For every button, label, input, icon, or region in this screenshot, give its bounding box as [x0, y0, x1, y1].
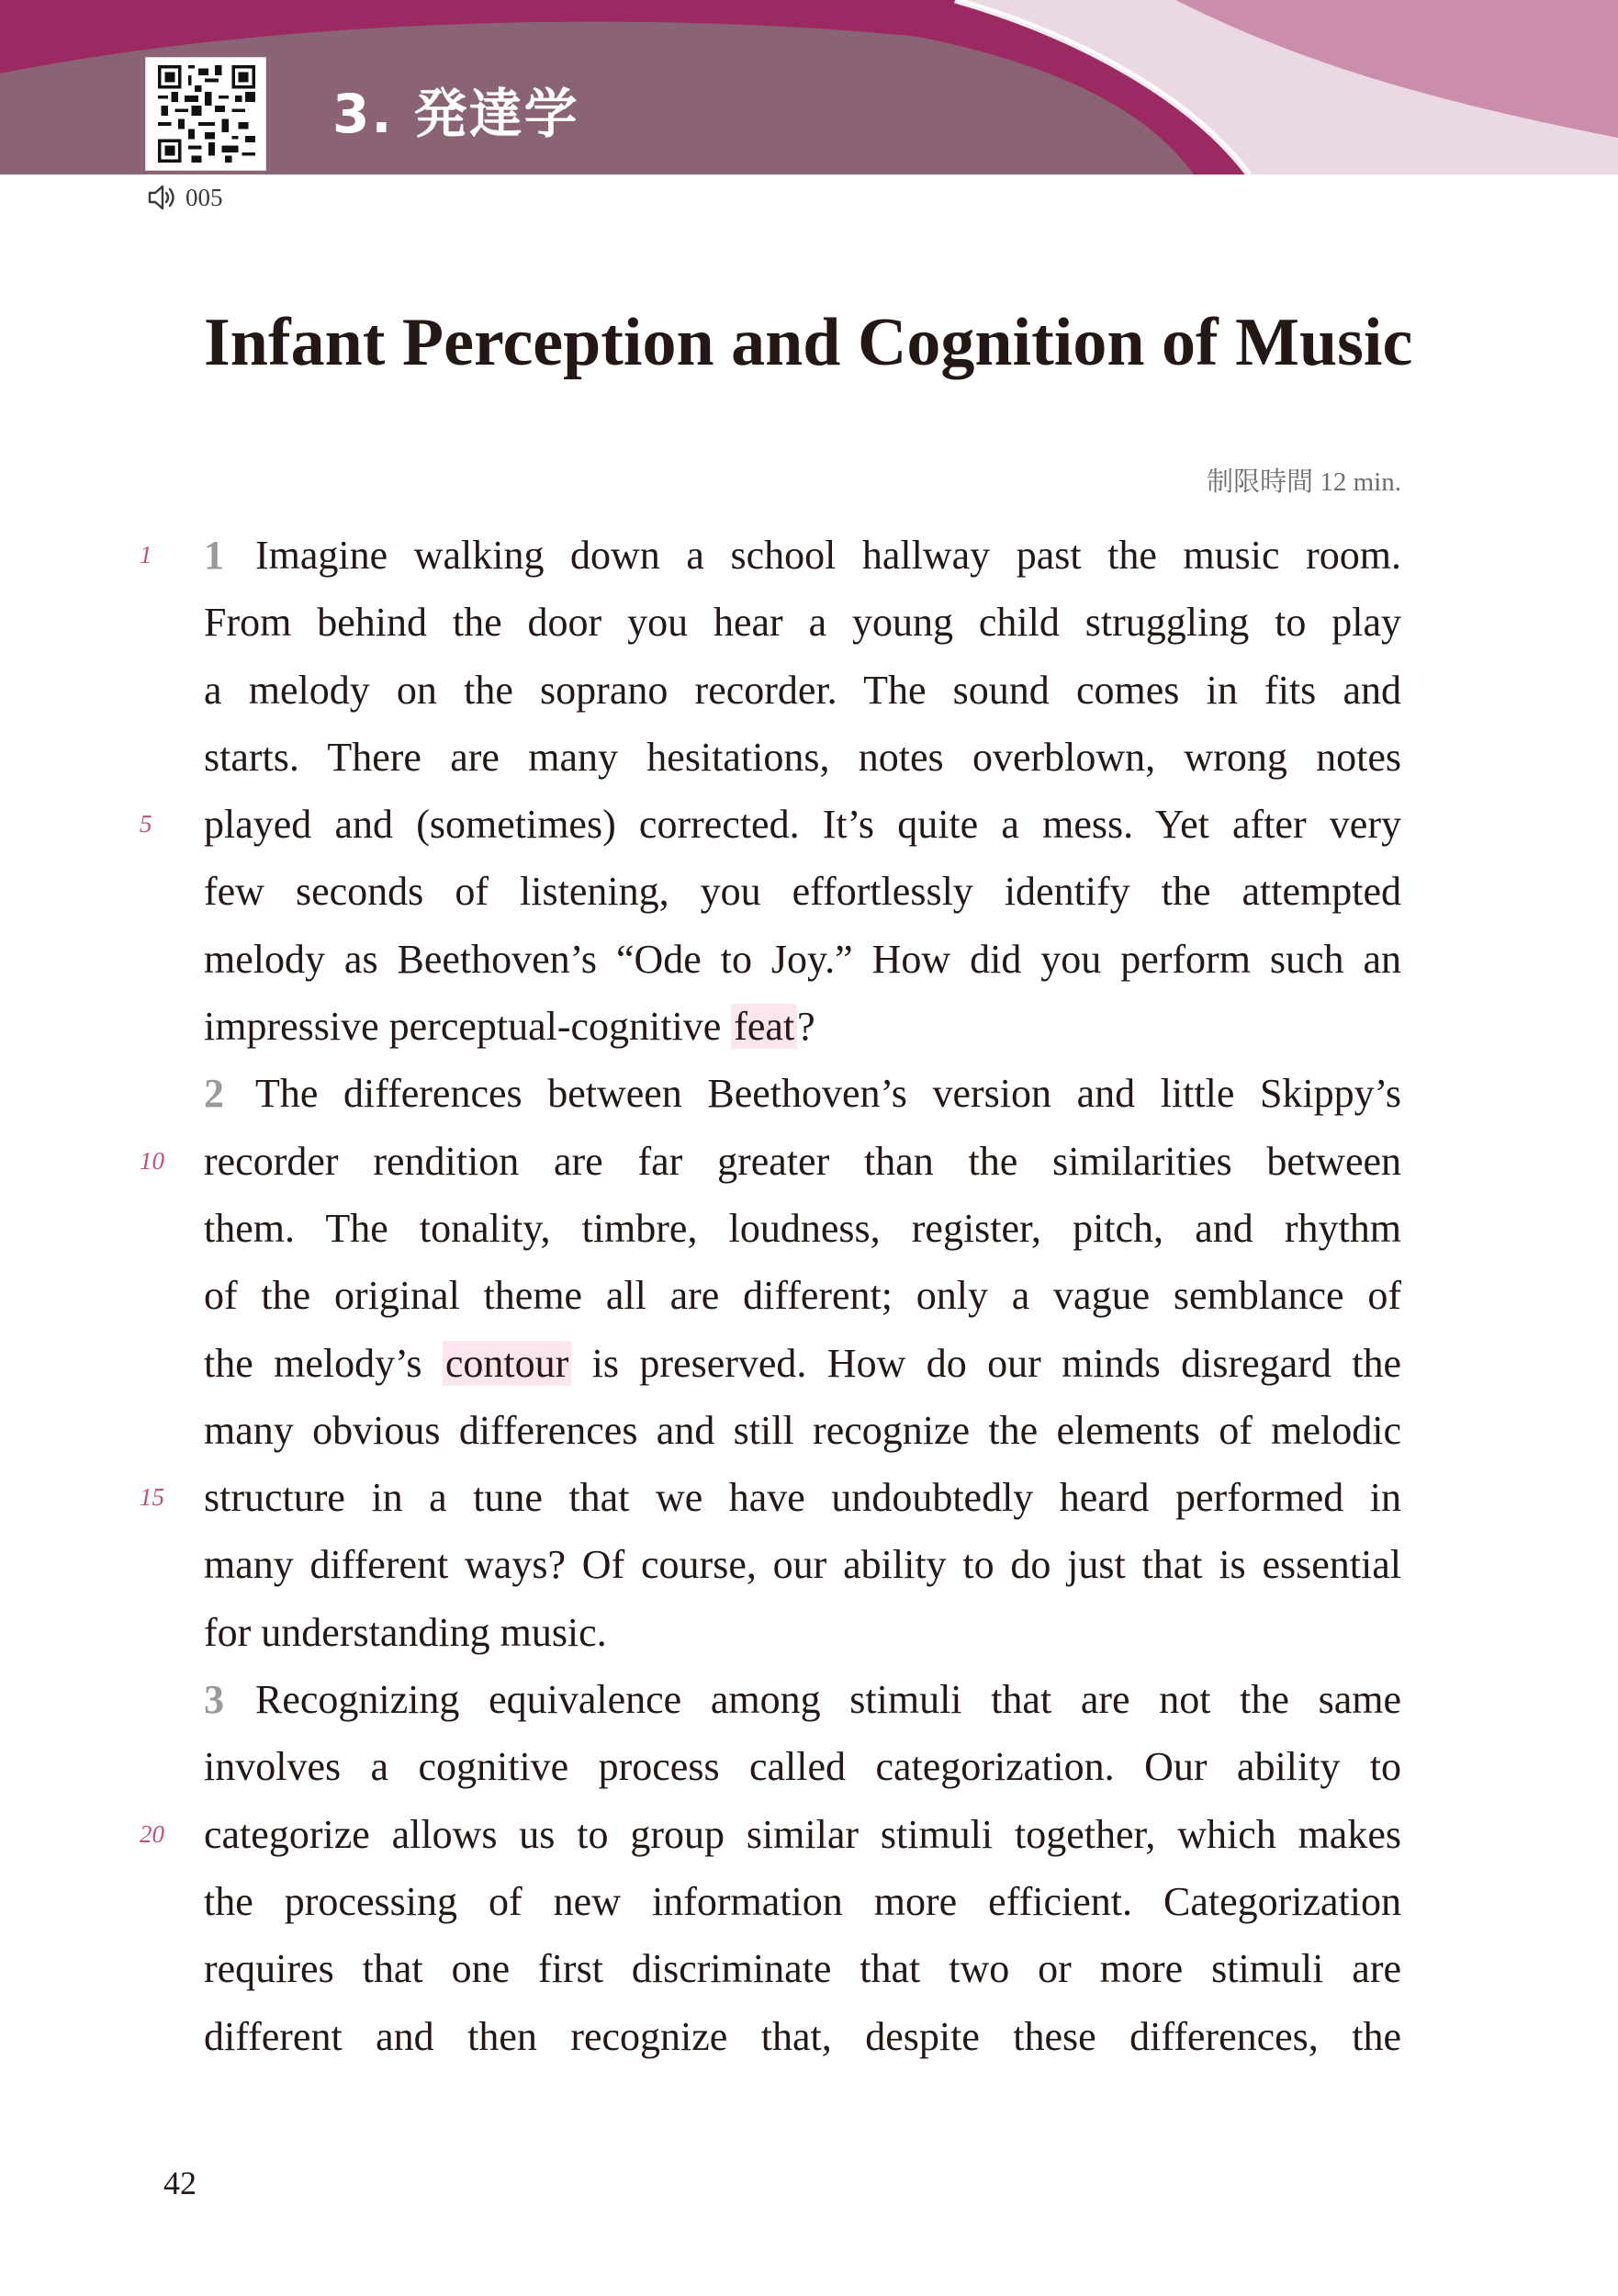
- text-line: [204, 1195, 1401, 1262]
- line-number: 20: [140, 1819, 164, 1848]
- qr-code-icon[interactable]: [145, 57, 266, 171]
- text-segment: played and (sometimes) corrected. It’s quite a mess. Yet after very: [204, 802, 1401, 848]
- line-number: 10: [140, 1146, 164, 1175]
- line-number: 1: [140, 541, 152, 568]
- text-line: [204, 1733, 1401, 1800]
- highlighted-word: contour: [443, 1341, 571, 1386]
- text-segment: categorize allows us to group similar stimuli together, which makes: [204, 1811, 1401, 1857]
- article-body: [140, 522, 1401, 2070]
- page-number: 42: [163, 2165, 197, 2201]
- text-segment: melody as Beethoven’s “Ode to Joy.” How did you perform such an: [204, 936, 1401, 982]
- text-line: [204, 1262, 1401, 1329]
- text-segment: starts. There are many hesitations, notes overblown, wrong notes: [204, 734, 1401, 780]
- text-line: [204, 1330, 1401, 1397]
- audio-track[interactable]: [147, 182, 223, 213]
- chapter-title: 3. 発達学: [332, 83, 579, 145]
- text-segment: Imagine walking down a school hallway past the music room.: [255, 533, 1401, 578]
- text-line: [140, 522, 1401, 589]
- text-line: [204, 1531, 1401, 1598]
- text-line: [204, 1397, 1401, 1464]
- text-line: [204, 589, 1401, 656]
- text-line: [204, 993, 1401, 1060]
- text-segment: recorder rendition are far greater than the similarities between: [204, 1138, 1401, 1184]
- text-segment: ?: [797, 1004, 815, 1050]
- text-segment: is preserved. How do our minds disregard the: [571, 1340, 1401, 1386]
- text-line: [204, 926, 1401, 993]
- text-segment: the melody’s: [204, 1340, 443, 1386]
- text-segment: involves a cognitive process called categorization. Our ability to: [204, 1744, 1401, 1790]
- line-number: 5: [140, 810, 152, 838]
- text-segment: requires that one first discriminate that two or more stimuli are: [204, 1946, 1401, 1992]
- text-segment: for understanding music.: [204, 1609, 607, 1655]
- text-line: [140, 1128, 1401, 1195]
- time-limit: 制限時間 12 min.: [1207, 467, 1401, 497]
- text-segment: From behind the door you hear a young child struggling to play: [204, 600, 1401, 646]
- text-segment: them. The tonality, timbre, loudness, register, pitch, and rhythm: [204, 1205, 1401, 1251]
- text-segment: of the original theme all are different; only a vague semblance of: [204, 1273, 1401, 1319]
- text-segment: the processing of new information more efficient. Categorization: [204, 1878, 1401, 1924]
- text-segment: many different ways? Of course, our ability to do just that is essential: [204, 1542, 1401, 1588]
- text-line: [204, 657, 1401, 724]
- highlighted-word: feat: [731, 1004, 797, 1049]
- text-line: [204, 1599, 1401, 1666]
- text-line: [204, 724, 1401, 791]
- paragraph-number: 2: [204, 1071, 224, 1117]
- text-segment: Recognizing equivalence among stimuli that are not the same: [255, 1677, 1401, 1723]
- text-line: [204, 1060, 1401, 1127]
- text-line: [204, 2003, 1401, 2070]
- text-segment: different and then recognize that, despite these differences, the: [204, 2013, 1401, 2059]
- text-line: [204, 1666, 1401, 1733]
- paragraph-number: 1: [204, 533, 224, 578]
- text-line: [204, 858, 1401, 925]
- text-segment: few seconds of listening, you effortlessly identify the attempted: [204, 869, 1401, 915]
- audio-track-number: 005: [185, 183, 223, 211]
- text-segment: a melody on the soprano recorder. The sound comes in fits and: [204, 667, 1401, 713]
- text-segment: The differences between Beethoven’s version and little Skippy’s: [255, 1071, 1401, 1117]
- text-line: [140, 1801, 1401, 1868]
- paragraph-number: 3: [204, 1677, 224, 1723]
- text-line: [204, 1935, 1401, 2002]
- text-line: [204, 1868, 1401, 1935]
- line-number: 15: [140, 1483, 164, 1512]
- text-segment: structure in a tune that we have undoubtedly heard performed in: [204, 1475, 1401, 1521]
- article-title: Infant Perception and Cognition of Music: [204, 305, 1413, 380]
- text-line: [140, 1464, 1401, 1531]
- speaker-icon: [147, 184, 178, 211]
- text-segment: many obvious differences and still recognize the elements of melodic: [204, 1407, 1401, 1453]
- text-segment: impressive perceptual-cognitive: [204, 1004, 732, 1050]
- text-line: [140, 791, 1401, 858]
